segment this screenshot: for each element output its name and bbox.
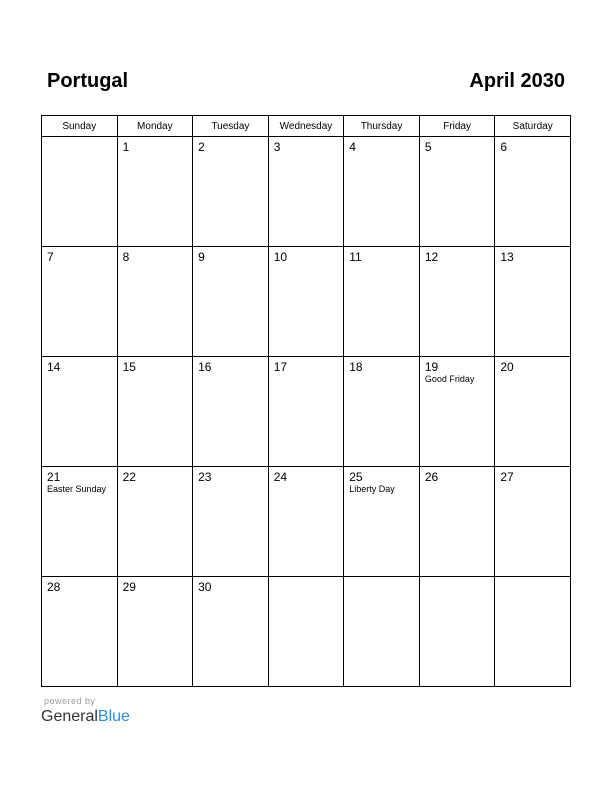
weekday-saturday: Saturday bbox=[495, 116, 571, 137]
day-number: 15 bbox=[122, 360, 136, 374]
day-cell bbox=[117, 247, 193, 357]
week-row bbox=[42, 467, 571, 577]
day-cell bbox=[419, 577, 495, 687]
day-cell bbox=[193, 247, 269, 357]
day-number: 13 bbox=[500, 250, 514, 264]
day-number: 9 bbox=[198, 250, 205, 264]
day-number bbox=[495, 577, 570, 580]
day-number: 14 bbox=[47, 360, 61, 374]
day-cell bbox=[42, 247, 118, 357]
day-cell bbox=[495, 137, 571, 247]
day-number: 17 bbox=[273, 360, 288, 374]
day-number: 1 bbox=[122, 140, 130, 154]
day-number: 3 bbox=[273, 140, 281, 154]
holiday-label: Good Friday bbox=[424, 374, 475, 384]
logo-text-blue: Blue bbox=[97, 708, 130, 725]
week-row bbox=[42, 247, 571, 357]
calendar-grid bbox=[41, 115, 571, 687]
day-cell bbox=[344, 247, 420, 357]
day-number: 6 bbox=[500, 140, 508, 154]
day-cell bbox=[117, 467, 193, 577]
logo-text-general: General bbox=[41, 708, 98, 725]
day-cell bbox=[193, 577, 269, 687]
day-number: 11 bbox=[349, 250, 362, 264]
day-cell bbox=[268, 247, 344, 357]
day-cell bbox=[42, 577, 118, 687]
day-number bbox=[42, 137, 117, 140]
day-cell bbox=[117, 137, 193, 247]
day-cell bbox=[268, 137, 344, 247]
month-year-title: April 2030 bbox=[469, 70, 565, 92]
powered-by-label: powered by bbox=[44, 696, 96, 706]
day-number: 4 bbox=[349, 140, 356, 154]
day-number bbox=[269, 577, 344, 580]
day-number: 5 bbox=[424, 140, 432, 154]
day-cell bbox=[344, 467, 420, 577]
day-cell bbox=[419, 357, 495, 467]
day-cell bbox=[193, 137, 269, 247]
day-cell bbox=[42, 467, 118, 577]
day-number: 28 bbox=[47, 580, 61, 594]
day-number: 25 bbox=[349, 470, 363, 484]
week-row bbox=[42, 577, 571, 687]
day-cell bbox=[344, 357, 420, 467]
day-cell bbox=[117, 357, 193, 467]
week-row bbox=[42, 357, 571, 467]
day-number: 19 bbox=[424, 360, 439, 374]
country-title: Portugal bbox=[47, 70, 129, 92]
day-number: 27 bbox=[500, 470, 514, 484]
weekday-monday: Monday bbox=[117, 116, 193, 137]
day-number bbox=[420, 577, 495, 580]
week-row bbox=[42, 137, 571, 247]
day-number: 29 bbox=[122, 580, 136, 594]
day-number: 22 bbox=[122, 470, 136, 484]
brand-footer bbox=[41, 696, 130, 727]
day-cell bbox=[495, 357, 571, 467]
weekday-tuesday: Tuesday bbox=[193, 116, 269, 137]
weekday-sunday: Sunday bbox=[42, 116, 118, 137]
day-cell bbox=[344, 137, 420, 247]
day-cell bbox=[344, 577, 420, 687]
day-cell bbox=[495, 577, 571, 687]
day-cell bbox=[268, 577, 344, 687]
day-cell bbox=[117, 577, 193, 687]
day-cell bbox=[419, 247, 495, 357]
weekday-friday: Friday bbox=[419, 116, 495, 137]
generalblue-logo[interactable] bbox=[41, 707, 130, 727]
day-number: 12 bbox=[424, 250, 439, 264]
day-number: 7 bbox=[47, 250, 54, 264]
day-cell bbox=[495, 467, 571, 577]
day-cell bbox=[42, 357, 118, 467]
day-number: 20 bbox=[500, 360, 514, 374]
day-number: 18 bbox=[349, 360, 363, 374]
day-cell bbox=[419, 137, 495, 247]
day-number: 16 bbox=[198, 360, 212, 374]
day-cell bbox=[268, 357, 344, 467]
day-cell bbox=[495, 247, 571, 357]
day-number: 21 bbox=[47, 470, 61, 484]
weekday-wednesday: Wednesday bbox=[268, 116, 344, 137]
day-number bbox=[344, 577, 419, 580]
day-number: 24 bbox=[273, 470, 288, 484]
day-cell bbox=[268, 467, 344, 577]
weekday-header-row bbox=[42, 116, 571, 137]
day-number: 8 bbox=[122, 250, 130, 264]
day-number: 2 bbox=[198, 140, 205, 154]
holiday-label: Liberty Day bbox=[349, 484, 395, 494]
day-number: 23 bbox=[198, 470, 212, 484]
weekday-thursday: Thursday bbox=[344, 116, 420, 137]
day-cell bbox=[419, 467, 495, 577]
day-number: 10 bbox=[273, 250, 288, 264]
day-number: 26 bbox=[424, 470, 439, 484]
day-cell bbox=[193, 467, 269, 577]
day-cell bbox=[193, 357, 269, 467]
holiday-label: Easter Sunday bbox=[47, 484, 107, 494]
day-cell bbox=[42, 137, 118, 247]
day-number: 30 bbox=[198, 580, 212, 594]
